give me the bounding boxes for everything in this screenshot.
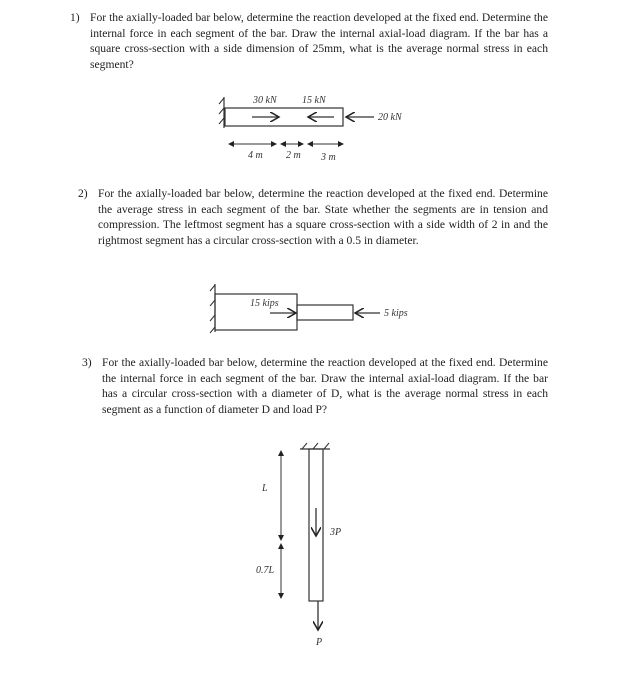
load-label: 15 kN — [302, 95, 326, 106]
length-label: 3 m — [321, 152, 336, 163]
problem-text: For the axially-loaded bar below, determine the reaction developed at the fixed end. Determine the internal force in each segment of the bar. Draw the internal axial-load diagram. If the bar has a square cross-section with a side dimension of 25mm, what is the average normal stress in each segment? — [90, 11, 548, 71]
load-label: 30 kN — [253, 95, 277, 106]
length-label: 4 m — [248, 150, 263, 161]
length-label: L — [262, 483, 268, 494]
length-label: 0.7L — [256, 565, 275, 576]
problem-text: For the axially-loaded bar below, determine the reaction developed at the fixed end. Determine the internal force in each segment of the bar. Draw the internal axial-load diagram. If the bar has a circular cross-section with a diameter of D, what is the average normal stress in each segment as a function of diameter D and load P? — [102, 356, 548, 416]
problem-number: 2) — [78, 187, 88, 200]
load-label: 3P — [330, 527, 342, 538]
problem-text: For the axially-loaded bar below, determine the reaction developed at the fixed end. Determine the average stress in each segment of the bar. State whether the segments are in tension and compression. The leftmost segment has a square cross-section with a side width of 2 in and the rightmost segment has a circular cross-section with a 0.5 in diameter. — [98, 187, 548, 247]
length-label: 2 m — [286, 150, 301, 161]
load-label: 20 kN — [378, 112, 402, 123]
problem-number: 3) — [82, 356, 92, 369]
load-label: 15 kips — [250, 298, 279, 309]
diagram-1 — [219, 97, 374, 144]
diagram-2 — [210, 284, 380, 333]
load-label: 5 kips — [384, 308, 408, 319]
diagram-3 — [281, 443, 330, 630]
load-label: P — [316, 637, 323, 648]
problem-number: 1) — [70, 11, 80, 24]
